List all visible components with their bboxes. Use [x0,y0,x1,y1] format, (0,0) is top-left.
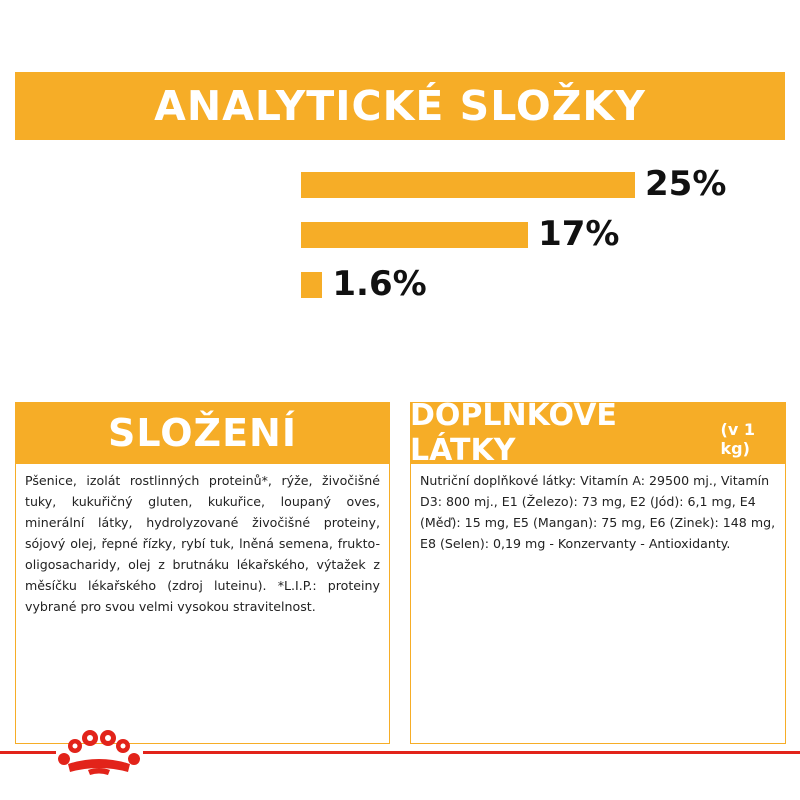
composition-panel [15,464,390,744]
composition-header [15,402,390,464]
analysis-bar [301,222,528,248]
analysis-value: 17% [538,214,620,254]
royal-canin-crown-icon [58,726,140,776]
additives-header [410,398,786,468]
footer-line [0,751,56,754]
analysis-header [15,72,785,140]
analysis-bar [301,172,635,198]
analysis-value: 1.6% [332,264,427,304]
additives-subtitle: (v 1 kg) [720,420,755,458]
footer-line [143,751,800,754]
additives-title: DOPLŇKOVÉ LÁTKY [410,398,617,468]
additives-text: Nutriční doplňkové látky: Vitamín A: 29500 mj., Vitamín D3: 800 mj., E1 (Železo): 73 mg, E2 (Jód): 6,1 mg, E4 (Měď): 15 mg, E5 (Mangan): 75 mg, E6 (Zinek): 148 mg, E8 (Selen): 0,19 mg - Konzervanty - Antioxidanty. [420,473,776,551]
composition-title: SLOŽENÍ [108,411,297,455]
additives-panel [410,464,786,744]
analysis-title: ANALYTICKÉ SLOŽKY [154,82,646,130]
analysis-bar [301,272,322,298]
composition-text: Pšenice, izolát rostlinných proteinů*, rýže, živočišné tuky, kukuřičný gluten, kukuřice, loupaný oves, minerální látky, hydrolyzované živočišné proteiny, sójový olej, řepné řízky, rybí tuk, lněná semena, frukto-oligosacharidy, olej z brutnáku lékařského, výtažek z měsíčku lékařského (zdroj luteinu). *L.I.P.: proteiny vybrané pro svou velmi vysokou stravitelnost. [25,473,380,614]
analysis-value: 25% [645,164,727,204]
